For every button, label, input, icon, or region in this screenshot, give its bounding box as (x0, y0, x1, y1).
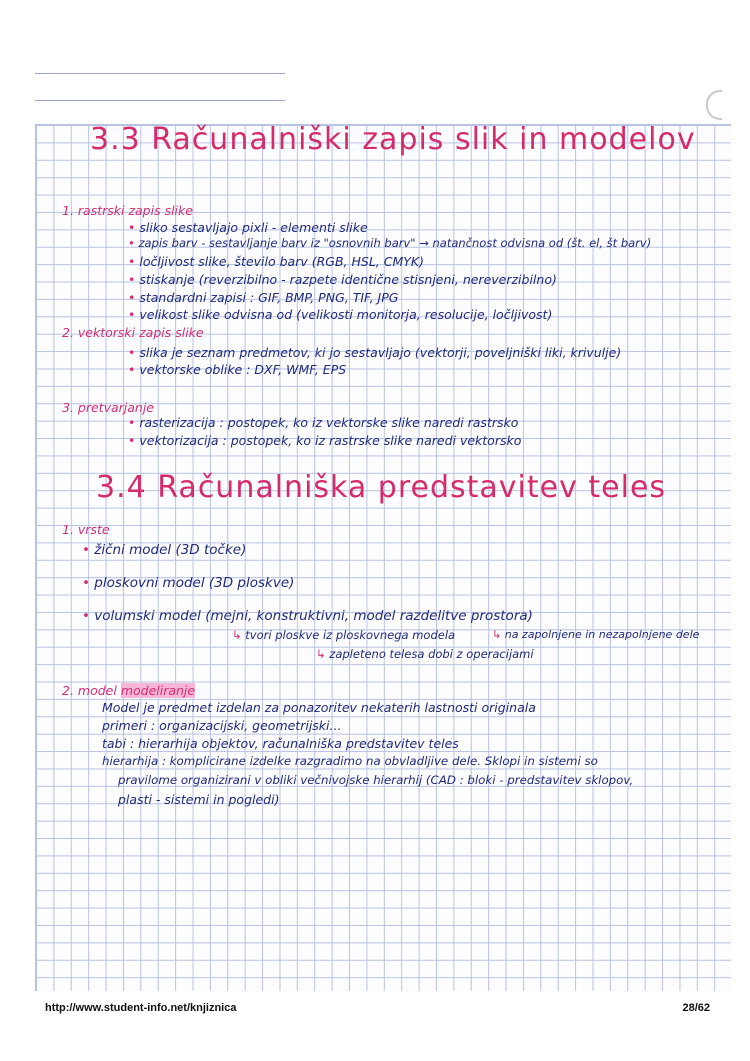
heading-3-4: 3.4 Računalniška predstavitev teles (96, 470, 667, 505)
note-line: • ločljivost slike, število barv (RGB, HSL, CMYK) (128, 254, 424, 269)
section-title: 3. pretvarjanje (62, 400, 154, 415)
note-line: • vektorske oblike : DXF, WMF, EPS (128, 362, 347, 377)
page-number: 28/62 (682, 1002, 710, 1014)
note-line: pravilome organizirani v obliki večnivojske hierarhij (CAD : bloki - predstavitev sklopov, (118, 773, 634, 787)
heading-3-3: 3.3 Računalniški zapis slik in modelov (90, 122, 696, 157)
top-rule (35, 100, 285, 101)
top-rule (35, 73, 285, 74)
section-title: 1. vrste (62, 522, 110, 537)
highlighted-word: modeliranje (120, 683, 196, 698)
note-line: • stiskanje (reverzibilno - razpete identične stisnjeni, nereverzibilno) (128, 272, 557, 287)
section-title: 2. vektorski zapis slike (62, 325, 204, 340)
note-line: primeri : organizacijski, geometrijski... (102, 718, 342, 733)
note-line: • velikost slike odvisna od (velikosti monitorja, resolucije, ločljivost) (128, 307, 553, 322)
note-line: • volumski model (mejni, konstruktivni, model razdelitve prostora) (82, 608, 533, 624)
note-line: hierarhija : komplicirane izdelke razgradimo na obvladljive dele. Sklopi in sistemi so (102, 754, 598, 768)
note-line: Model je predmet izdelan za ponazoritev nekaterih lastnosti originala (102, 700, 536, 715)
note-line: • sliko sestavljajo pixli - elementi slike (128, 220, 368, 235)
footer-url[interactable]: http://www.student-info.net/knjiznica (45, 1002, 237, 1014)
section-title: 2. model modeliranje (62, 683, 196, 698)
note-line: • zapis barv - sestavljanje barv iz "osnovnih barv" → natančnost odvisna od (št. el, št barv) (128, 236, 652, 250)
arrow-note: ↳ zapleteno telesa dobi z operacijami (316, 647, 534, 661)
section-title: 1. rastrski zapis slike (62, 203, 193, 218)
note-line: • standardni zapisi : GIF, BMP, PNG, TIF, JPG (128, 290, 399, 305)
arrow-note: ↳ na zapolnjene in nezapolnjene dele (492, 628, 700, 641)
note-line: • rasterizacija : postopek, ko iz vektorske slike naredi rastrsko (128, 415, 519, 430)
arrow-note: ↳ tvori ploskve iz ploskovnega modela (232, 628, 456, 642)
note-line: • slika je seznam predmetov, ki jo sestavljajo (vektorji, poveljniški liki, krivulje) (128, 345, 622, 360)
note-line: plasti - sistemi in pogledi) (118, 792, 280, 807)
note-line: • vektorizacija : postopek, ko iz rastrske slike naredi vektorsko (128, 433, 522, 448)
note-line: • žični model (3D točke) (82, 542, 247, 558)
binder-ring (706, 90, 722, 120)
note-line: • ploskovni model (3D ploskve) (82, 575, 295, 591)
note-line: tabi : hierarhija objektov, računalniška predstavitev teles (102, 736, 459, 751)
